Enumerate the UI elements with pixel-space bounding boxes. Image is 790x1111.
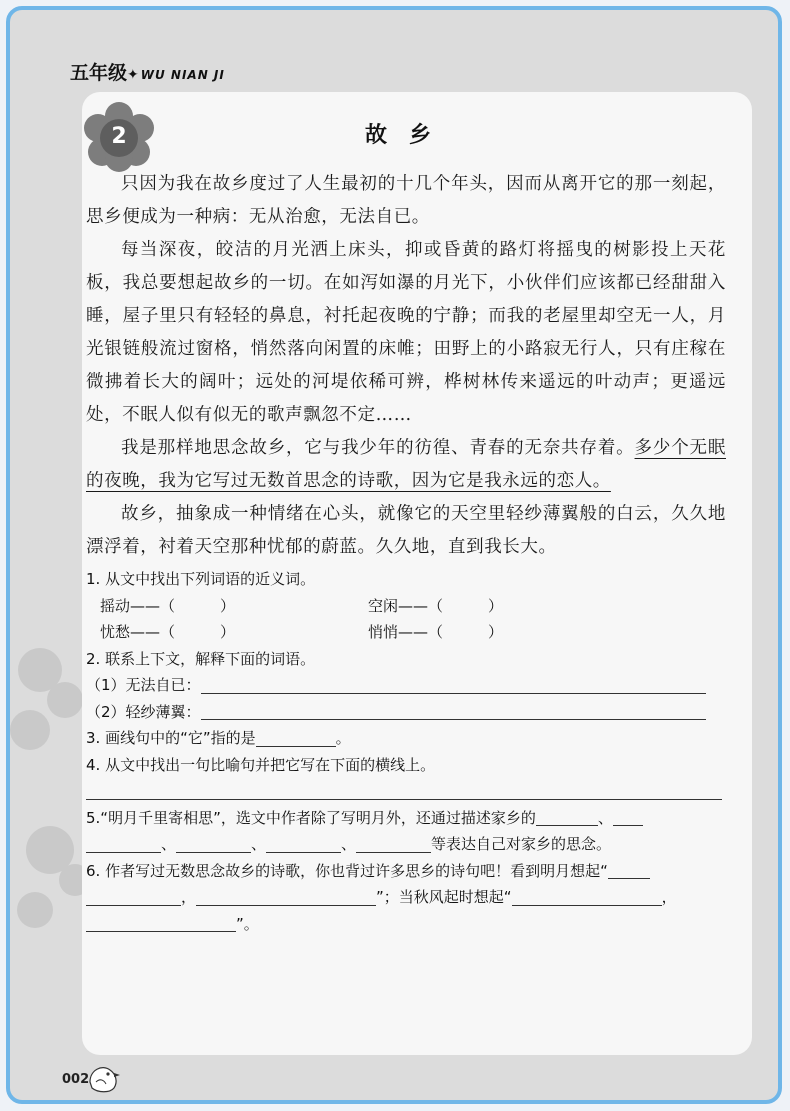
synonym-item: 忧愁——（ ） bbox=[100, 623, 236, 641]
separator: 、 bbox=[161, 835, 177, 853]
question-3 bbox=[86, 725, 726, 752]
answer-blank[interactable] bbox=[201, 704, 706, 720]
question-2: 2. 联系上下文，解释下面的词语。 bbox=[86, 649, 316, 668]
grade-header: 五年级✦ WU NIAN JI bbox=[70, 62, 225, 84]
synonym-item: 摇动——（ ） bbox=[100, 596, 236, 615]
answer-blank[interactable] bbox=[512, 890, 662, 906]
comma: ， bbox=[181, 888, 197, 906]
question-5-line-2 bbox=[86, 831, 726, 858]
question-4: 4. 从文中找出一句比喻句并把它写在下面的横线上。 bbox=[86, 755, 436, 774]
paragraph-2: 每当深夜，皎洁的月光洒上床头，抑或昏黄的路灯将摇曳的树影投上天花板，我总要想起故乡的一切。在如泻如瀑的月光下，小伙伴们应该都已经甜甜入睡，屋子里只有轻轻的鼻息，衬托起夜晚的宁静；而我的老屋里却空无一人，月光银链般流过窗格，悄然落向闲置的床帷；田野上的小路寂无行人，只有庄稼在微拂着长大的阔叶；远处的河堤依稀可辨，桦树林传来遥远的叶动声；更遥远处，不眠人似有似无的歌声飘忽不定…… bbox=[86, 240, 726, 425]
answer-blank[interactable] bbox=[86, 784, 722, 800]
question-1-row-b bbox=[86, 619, 726, 646]
grade-pinyin: WU NIAN JI bbox=[140, 68, 225, 82]
question-6 bbox=[86, 858, 726, 885]
question-3-end: 。 bbox=[335, 729, 351, 747]
answer-blank[interactable] bbox=[536, 810, 598, 826]
question-5 bbox=[86, 805, 726, 832]
question-6-mid: ”；当秋风起时想起“ bbox=[376, 888, 512, 906]
question-1: 1. 从文中找出下列词语的近义词。 bbox=[86, 570, 316, 588]
questions-section bbox=[86, 566, 726, 937]
paragraph-4: 故乡，抽象成一种情绪在心头，就像它的天空里轻纱薄翼般的白云，久久地漂浮着，衬着天空那种忧郁的蔚蓝。久久地，直到我长大。 bbox=[86, 504, 726, 557]
question-2-a-label: （1）无法自已： bbox=[86, 676, 201, 694]
answer-blank[interactable] bbox=[356, 837, 431, 853]
answer-blank[interactable] bbox=[196, 890, 376, 906]
question-2-b-label: （2）轻纱薄翼： bbox=[86, 702, 201, 721]
separator: 、 bbox=[597, 808, 613, 827]
answer-blank[interactable] bbox=[86, 837, 161, 853]
underlined-sentence: 多少个无眠的夜晚，我为它写过无数首思念的诗歌，因为它是我永远的恋人。 bbox=[86, 438, 726, 491]
question-6-text: 6. 作者写过无数思念故乡的诗歌，你也背过许多思乡的诗句吧！看到明月想起“ bbox=[86, 861, 608, 880]
grade-label: 五年级 bbox=[70, 62, 128, 84]
question-4-answer bbox=[86, 778, 726, 805]
question-6-end: ”。 bbox=[236, 914, 259, 933]
question-6-line-2 bbox=[86, 884, 726, 911]
lesson-number: 2 bbox=[111, 124, 127, 149]
answer-blank[interactable] bbox=[86, 916, 236, 932]
question-2-a bbox=[86, 672, 726, 699]
answer-blank[interactable] bbox=[613, 810, 643, 826]
answer-blank[interactable] bbox=[256, 731, 336, 747]
paragraph-3-plain: 我是那样地思念故乡，它与我少年的彷徨、青春的无奈共存着。 bbox=[121, 438, 635, 458]
answer-blank[interactable] bbox=[86, 890, 181, 906]
answer-blank[interactable] bbox=[266, 837, 341, 853]
synonym-item: 空闲——（ ） bbox=[368, 596, 504, 615]
synonym-item: 悄悄——（ ） bbox=[368, 623, 504, 641]
question-6-line-3 bbox=[86, 911, 726, 938]
question-3-text: 3. 画线句中的“它”指的是 bbox=[86, 729, 256, 747]
lesson-title: 故乡 bbox=[365, 122, 454, 148]
question-1-row-a bbox=[86, 593, 726, 620]
bird-icon bbox=[84, 1060, 124, 1096]
passage bbox=[86, 168, 726, 564]
answer-blank[interactable] bbox=[176, 837, 251, 853]
paragraph-3 bbox=[86, 432, 726, 498]
question-2-b bbox=[86, 699, 726, 726]
comma: ， bbox=[661, 888, 677, 906]
question-5-end: 等表达自己对家乡的思念。 bbox=[431, 835, 612, 853]
paragraph-1: 只因为我在故乡度过了人生最初的十几个年头，因而从离开它的那一刻起，思乡便成为一种病：无从治愈，无法自已。 bbox=[86, 174, 726, 227]
separator: 、 bbox=[251, 835, 267, 853]
answer-blank[interactable] bbox=[201, 678, 706, 694]
answer-blank[interactable] bbox=[608, 863, 650, 879]
question-5-text: 5.“明月千里寄相思”，选文中作者除了写明月外，还通过描述家乡的 bbox=[86, 808, 536, 827]
separator: 、 bbox=[341, 835, 357, 853]
page-number: 002 bbox=[62, 1072, 90, 1087]
